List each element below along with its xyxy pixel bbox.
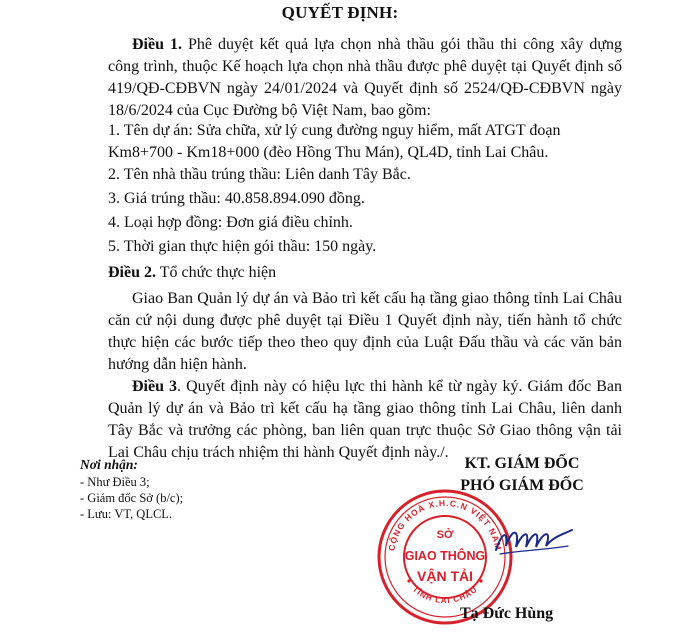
article-1: [108, 34, 622, 122]
article-2-title: Tổ chức thực hiện: [156, 264, 277, 281]
article-2-label: Điều 2.: [108, 264, 156, 281]
handwritten-signature: [494, 520, 574, 560]
article-3: [108, 376, 622, 464]
decision-title: QUYẾT ĐỊNH:: [281, 3, 399, 22]
article-2-heading: [108, 262, 622, 284]
list-item: 3. Giá trúng thầu: 40.858.894.090 đồng.: [108, 190, 365, 207]
list-item: 2. Tên nhà thầu trúng thầu: Liên danh Tây Bắc.: [108, 166, 411, 183]
list-item: 5. Thời gian thực hiện gói thầu: 150 ngày.: [108, 238, 377, 255]
svg-text:GIAO THÔNG: GIAO THÔNG: [404, 549, 486, 563]
article-1-label: Điều 1.: [132, 36, 183, 53]
recipient-item: - Giám đốc Sở (b/c);: [80, 491, 184, 505]
list-item: 4. Loại hợp đồng: Đơn giá điều chỉnh.: [108, 214, 353, 231]
article-1-text: Phê duyệt kết quả lựa chọn nhà thầu gói thầu thi công xây dựng công trình, thuộc Kế hoạch lựa chọn nhà thầu được phê duyệt tại Quyết định số 419/QĐ-CĐBVN ngày 24/01/2024 và Quyết định số 2524/QĐ-CĐBVN ngày 18/6/2024 của Cục Đường bộ Việt Nam, bao gồm:: [108, 36, 623, 119]
svg-text:TỈNH LAI CHÂU: TỈNH LAI CHÂU: [410, 584, 480, 606]
svg-text:SỞ: SỞ: [436, 529, 454, 541]
recipient-item: - Lưu: VT, QLCL.: [80, 507, 173, 521]
signature-title-line2: PHÓ GIÁM ĐỐC: [460, 477, 584, 494]
article-3-text: . Quyết định này có hiệu lực thi hành kể từ ngày ký. Giám đốc Ban Quản lý dự án và Bảo trì kết cấu hạ tầng giao thông tỉnh Lai Châu, liên danh Tây Bắc và trưởng các phòng, ban liên quan trực thuộc Sở Giao thông vận tải Lai Châu chịu trách nhiệm thi hành Quyết định này./.: [108, 378, 622, 461]
svg-text:CỘNG HOÀ X.H.C.N VIỆT NAM: CỘNG HOÀ X.H.C.N VIỆT NAM: [386, 497, 504, 552]
article-3-label: Điều 3: [132, 378, 178, 395]
article-2-body: Giao Ban Quản lý dự án và Bảo trì kết cấu hạ tầng giao thông tỉnh Lai Châu căn cứ nội dung được phê duyệt tại Điều 1 Quyết định này, tiến hành tổ chức thực hiện các bước tiếp theo theo quy định của Luật Đấu thầu và các văn bản hướng dẫn hiện hành.: [108, 290, 622, 373]
recipient-item: - Như Điều 3;: [80, 475, 150, 489]
signer-name: Tạ Đức Hùng: [460, 605, 554, 622]
svg-text:VẬN TẢI: VẬN TẢI: [417, 568, 473, 584]
list-item: 1. Tên dự án: Sửa chữa, xử lý cung đường nguy hiểm, mất ATGT đoạn Km8+700 - Km18+000 (đèo Hồng Thu Mán), QL4D, tỉnh Lai Châu.: [108, 122, 561, 161]
recipients-title: Nơi nhận:: [80, 457, 138, 472]
signature-title-line1: KT. GIÁM ĐỐC: [464, 455, 580, 472]
